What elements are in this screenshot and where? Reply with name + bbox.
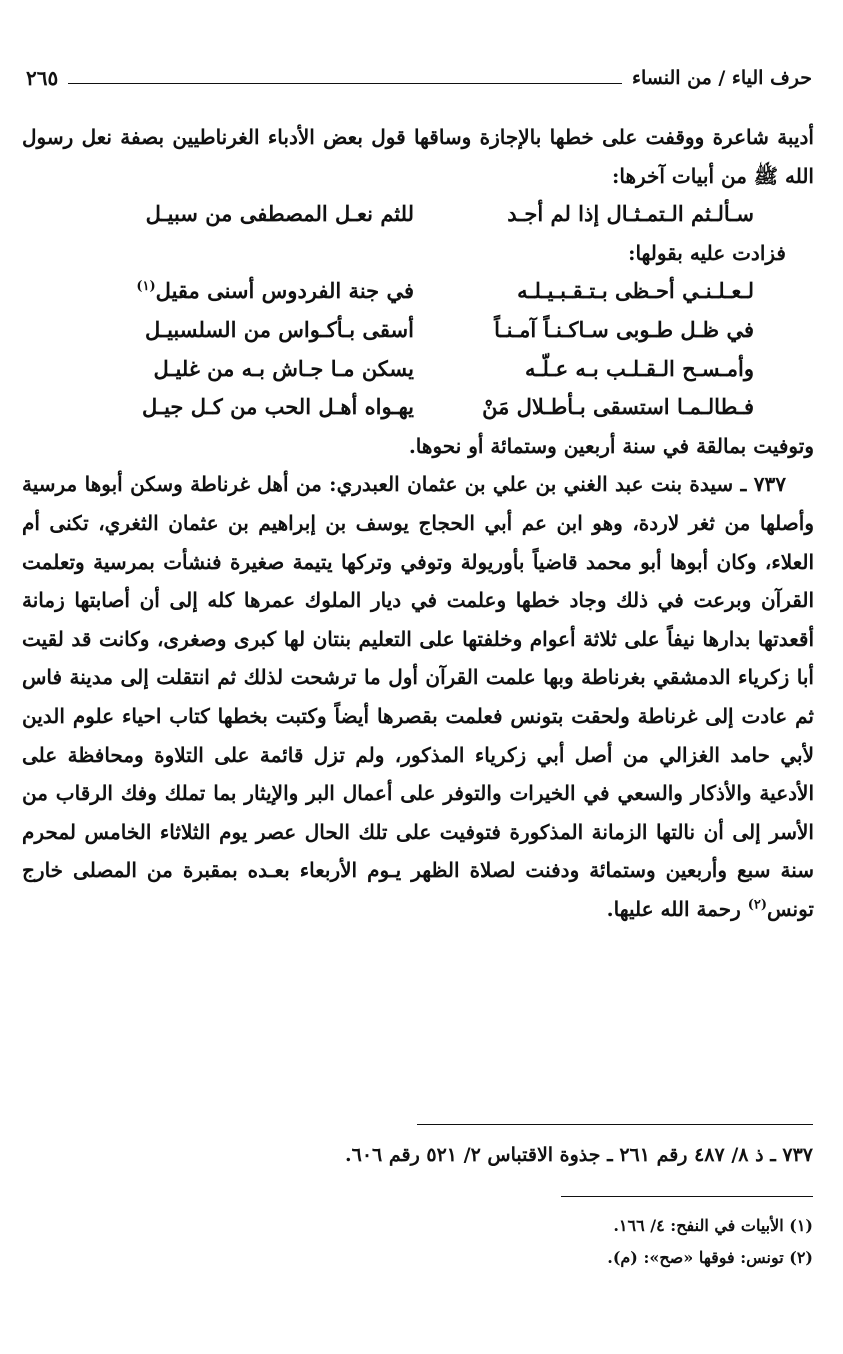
verse-line [22, 195, 814, 234]
verse-first-hemistich: وأمـسـح الـقـلـب بـه عـلّـه [525, 355, 754, 381]
verse-block-2 [22, 272, 814, 426]
footnote-divider [561, 1196, 813, 1197]
verse-second-hemistich [74, 272, 424, 311]
verse-second-hemistich: أسقى بـأكـواس من السلسبيـل [145, 316, 414, 342]
verse-second-hemistich: للثم نعـل المصطفى من سبيـل [145, 201, 414, 227]
footnotes [33, 1210, 813, 1274]
running-header [26, 62, 812, 94]
header-rule [68, 83, 622, 84]
verse-line [22, 311, 814, 350]
verse-line [22, 388, 814, 427]
running-title: حرف الياء / من النساء [632, 67, 812, 89]
footnote-ref-2: (٢) [747, 897, 768, 913]
verse-first-hemistich: سـألـثم الـتمـثـال إذا لم أجـد [507, 201, 754, 227]
verse-first-hemistich: لـعـلـنـي أحـظى بـتـقـبـيـلـه [517, 278, 754, 304]
verse-line [22, 350, 814, 389]
entry-text: ٧٣٧ ـ سيدة بنت عبد الغني بن علي بن عثمان العبدري: من أهل غرناطة وسكن أبوها مرسية وأصلها من ثغر لاردة، وهو ابن عم أبي الحجاج يوسف بن إبراهيم بن عثمان الثغري، تكنى أم العلاء، وكان أبوها أبو محمد قاضياً بأوريولة وتوفي وتركها يتيمة صغيرة فنشأت بمرسية وتعلمت القرآن وبرعت في ذلك وجاد خطها وعلمت في ديار الملوك عمرها كله إلى أن أصابتها زمانة أقعدتها بدارها نيفاً على ثلاثة أعوام وخلفتها على التعليم بنتان لها كبرى وصغرى، وكانت قد لقيت أبا زكرياء الدمشقي بغرناطة وبها علمت القرآن أول ما ترشحت لذلك ثم انتقلت إلى مدينة فاس ثم عادت إلى غرناطة ولحقت بتونس فعلمت بقصرها أيضاً وكتبت بخطها كتاب احياء علوم الدين لأبي حامد الغزالي من أصل أبي زكرياء المذكور، ولم تزل قائمة على التلاوة ومحافظة على الأدعية والأذكار والسعي في الخيرات والتوفر على أعمال البر والإيثار بما تملك وفك الرقاب من الأسر إلى أن نالتها الزمانة المذكورة فتوفيت على تلك الحال عصر يوم الثلاثاء الخامس لمحرم سنة سبع وأربعين وستمائة ودفنت لصلاة الظهر يـوم الأربعاء بعـده بمقبرة من المصلى خارج تونس [22, 472, 814, 921]
footnote-ref-1: (١) [136, 279, 156, 295]
source-note: ٧٣٧ ـ ذ ٨/ ٤٨٧ رقم ٢٦١ ـ جذوة الاقتباس ٢/ ٥٢١ رقم ٦٠٦. [345, 1144, 813, 1166]
bridge-line: فزادت عليه بقولها: [628, 240, 786, 265]
verse-first-hemistich: فـطالـمـا استسقى بـأطـلال مَنْ [482, 394, 754, 420]
verse-block-1 [22, 195, 814, 234]
footnote-2: (٢) تونس: فوقها «صح»: (م). [607, 1248, 813, 1267]
verse-second-hemistich: يسكن مـا جـاش بـه من غليـل [153, 355, 414, 381]
main-text [22, 118, 814, 928]
verse-second-hemistich: يهـواه أهـل الحب من كـل جيـل [142, 394, 414, 420]
footnote-1: (١) الأبيات في النفح: ٤/ ١٦٦. [613, 1216, 813, 1235]
page-number: ٢٦٥ [26, 66, 59, 90]
intro-paragraph: أديبة شاعرة ووقفت على خطها بالإجازة وساقها قول بعض الأدباء الغرناطيين بصفة نعل رسول الله ﷺ من أبيات آخرها: [22, 125, 814, 188]
hemistich-text: في جنة الفردوس أسنى مقيل [155, 278, 414, 304]
entry-end: رحمة الله عليها. [606, 896, 748, 921]
verse-line [22, 272, 814, 311]
biography-entry-737 [22, 465, 814, 928]
source-divider [417, 1124, 813, 1125]
closing-line: وتوفيت بمالقة في سنة أربعين وستمائة أو نحوها. [408, 433, 814, 458]
verse-first-hemistich: في ظـل طـوبى سـاكـنـاً آمـنـاً [494, 316, 754, 342]
